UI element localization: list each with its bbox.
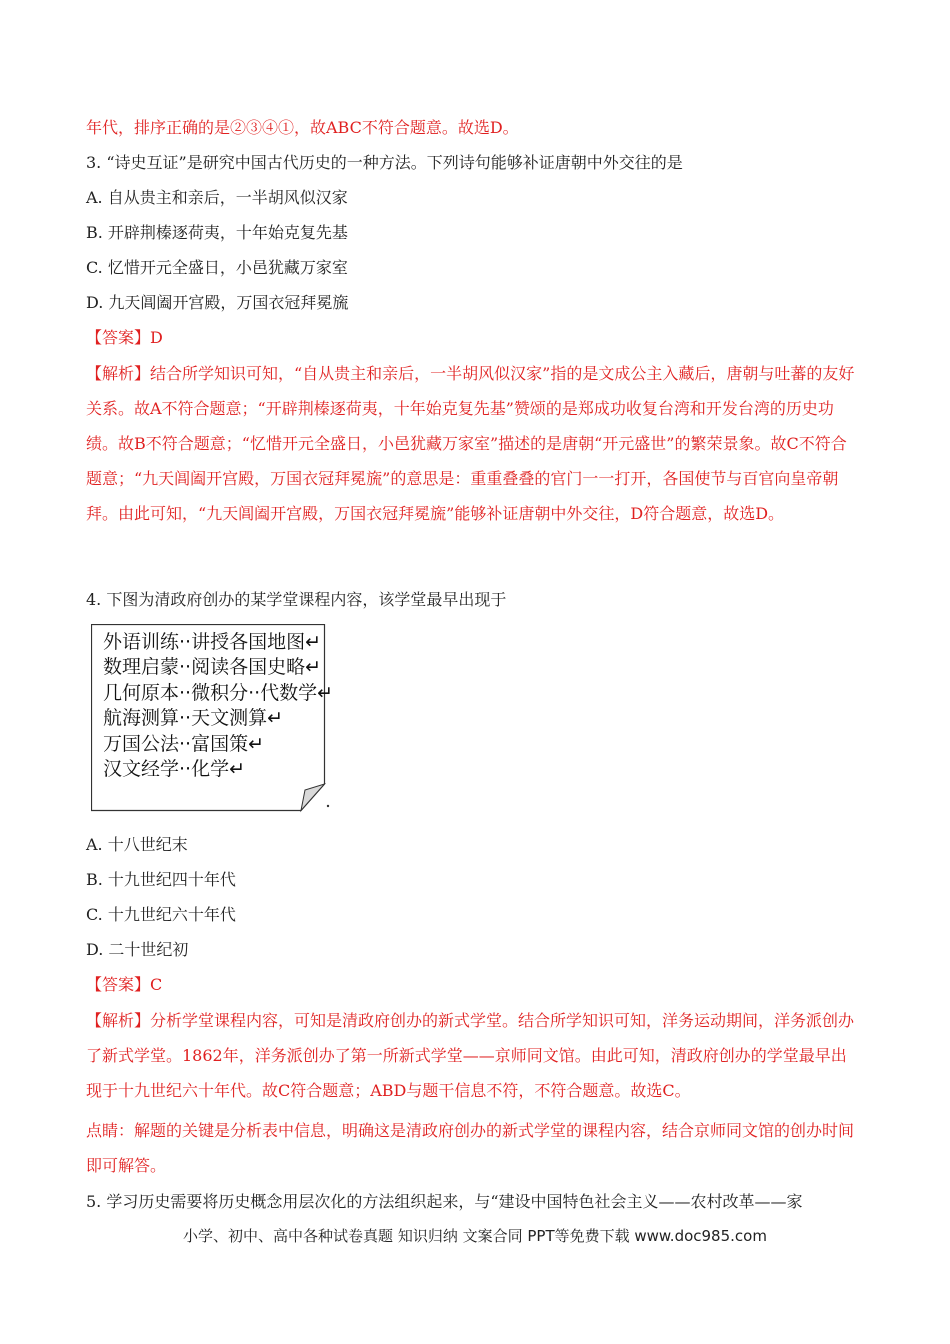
question-4-option-d: D. 二十世纪初 [86, 940, 189, 959]
question-5-stem: 5. 学习历史需要将历史概念用层次化的方法组织起来，与“建设中国特色社会主义——农村改革——家 [86, 1192, 803, 1211]
question-3-option-c: C. 忆惜开元全盛日，小邑犹藏万家室 [86, 258, 348, 277]
prev-explanation-tail: 年代，排序正确的是②③④①，故ABC不符合题意。故选D。 [86, 118, 519, 137]
question-4-stem: 4. 下图为清政府创办的某学堂课程内容，该学堂最早出现于 [86, 590, 507, 609]
question-3-analysis: 【解析】结合所学知识可知，“自从贵主和亲后，一半胡风似汉家”指的是文成公主入藏后，唐朝与吐蕃的友好关系。故A不符合题意；“开辟荆榛逐荷夷，十年始克复先基”赞颂的是郑成功收复台湾和开发台湾的历史功绩。故B不符合题意；“忆惜开元全盛日，小邑犹藏万家室”描述的是唐朝“开元盛世”的繁荣景象。故C不符合题意；“九天阊阖开宫殿，万国衣冠拜冕旒”的意思是：重重叠叠的官门一一打开，各国使节与百官向皇帝朝拜。由此可知，“九天阊阖开宫殿，万国衣冠拜冕旒”能够补证唐朝中外交往，D符合题意，故选D。 [86, 364, 855, 523]
question-4-tip: 点睛：解题的关键是分析表中信息，明确这是清政府创办的新式学堂的课程内容，结合京师同文馆的创办时间即可解答。 [86, 1121, 855, 1175]
curriculum-line: 外语训练··讲授各国地图↵ [103, 631, 321, 653]
page-footer: 小学、初中、高中各种试卷真题 知识归纳 文案合同 PPT等免费下载 www.doc985.com [183, 1227, 767, 1245]
curriculum-line: 万国公法··富国策↵ [103, 732, 264, 755]
question-4-analysis: 【解析】分析学堂课程内容，可知是清政府创办的新式学堂。结合所学知识可知，洋务运动期间，洋务派创办了新式学堂。1862年，洋务派创办了第一所新式学堂——京师同文馆。由此可知，清政府创办的学堂最早出现于十九世纪六十年代。故C符合题意；ABD与题干信息不符，不符合题意。故选C。 [86, 1011, 855, 1100]
curriculum-line: 航海测算··天文测算↵ [103, 707, 283, 730]
question-4-option-a: A. 十八世纪末 [86, 835, 188, 854]
question-4-option-b: B. 十九世纪四十年代 [86, 870, 236, 889]
curriculum-figure [91, 624, 334, 810]
question-4-answer: 【答案】C [86, 975, 163, 994]
question-3-option-d: D. 九天阊阖开宫殿，万国衣冠拜冕旒 [86, 293, 349, 312]
question-3-option-b: B. 开辟荆榛逐荷夷，十年始克复先基 [86, 223, 348, 242]
question-3-option-a: A. 自从贵主和亲后，一半胡风似汉家 [86, 188, 348, 207]
question-3-answer: 【答案】D [86, 328, 163, 347]
question-3-stem: 3. “诗史互证”是研究中国古代历史的一种方法。下列诗句能够补证唐朝中外交往的是 [86, 153, 683, 172]
curriculum-line: 数理启蒙··阅读各国史略↵ [103, 656, 321, 679]
curriculum-line: 几何原本··微积分··代数学↵ [103, 681, 334, 704]
curriculum-line: 汉文经学··化学↵ [103, 758, 245, 781]
question-4-option-c: C. 十九世纪六十年代 [86, 905, 236, 924]
